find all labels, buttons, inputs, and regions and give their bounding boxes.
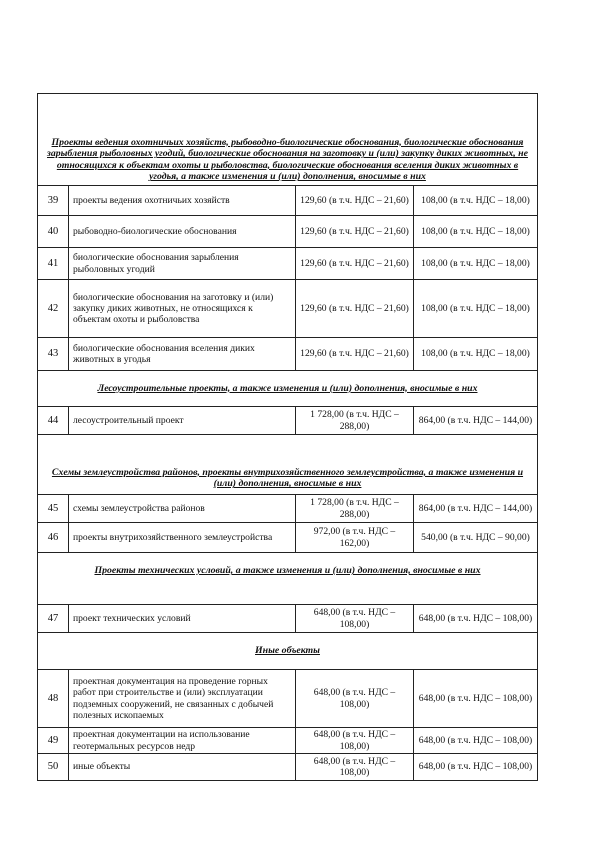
item-name: проекты ведения охотничьих хозяйств	[69, 186, 296, 216]
price-second: 108,00 (в т.ч. НДС – 18,00)	[414, 216, 538, 248]
table-row	[38, 248, 538, 280]
price-first: 129,60 (в т.ч. НДС – 21,60)	[296, 216, 414, 248]
section-heading-other: Иные объекты	[38, 633, 538, 670]
price-second: 108,00 (в т.ч. НДС – 18,00)	[414, 338, 538, 371]
item-name: биологические обоснования зарыбления рыболовных угодий	[69, 248, 296, 280]
price-first: 129,60 (в т.ч. НДС – 21,60)	[296, 280, 414, 338]
price-first: 129,60 (в т.ч. НДС – 21,60)	[296, 338, 414, 371]
row-number: 42	[38, 280, 69, 338]
item-name: проектная документации на использование геотермальных ресурсов недр	[69, 728, 296, 754]
table-row	[38, 216, 538, 248]
price-second: 108,00 (в т.ч. НДС – 18,00)	[414, 186, 538, 216]
price-second: 864,00 (в т.ч. НДС – 144,00)	[414, 495, 538, 523]
price-second: 648,00 (в т.ч. НДС – 108,00)	[414, 670, 538, 728]
price-first: 972,00 (в т.ч. НДС – 162,00)	[296, 523, 414, 553]
table-row	[38, 728, 538, 754]
row-number: 45	[38, 495, 69, 523]
item-name: проекты внутрихозяйственного землеустройства	[69, 523, 296, 553]
item-name: схемы землеустройства районов	[69, 495, 296, 523]
table-row	[38, 670, 538, 728]
price-table	[37, 93, 538, 781]
price-second: 108,00 (в т.ч. НДС – 18,00)	[414, 280, 538, 338]
row-number: 41	[38, 248, 69, 280]
section-header-row	[38, 553, 538, 605]
price-first: 648,00 (в т.ч. НДС – 108,00)	[296, 605, 414, 633]
section-heading-tech: Проекты технических условий, а также изменения и (или) дополнения, вносимые в них	[38, 553, 538, 605]
item-name: биологические обоснования вселения диких животных в угодья	[69, 338, 296, 371]
section-header-row	[38, 94, 538, 186]
price-first: 648,00 (в т.ч. НДС – 108,00)	[296, 728, 414, 754]
table-row	[38, 523, 538, 553]
section-heading-land: Схемы землеустройства районов, проекты внутрихозяйственного землеустройства, а также изменения и (или) дополнения, вносимые в них	[38, 435, 538, 495]
item-name: рыбоводно-биологические обоснования	[69, 216, 296, 248]
item-name: лесоустроительный проект	[69, 407, 296, 435]
table-row	[38, 495, 538, 523]
table-row	[38, 338, 538, 371]
price-second: 864,00 (в т.ч. НДС – 144,00)	[414, 407, 538, 435]
price-first: 648,00 (в т.ч. НДС – 108,00)	[296, 754, 414, 781]
price-second: 540,00 (в т.ч. НДС – 90,00)	[414, 523, 538, 553]
price-first: 129,60 (в т.ч. НДС – 21,60)	[296, 248, 414, 280]
row-number: 46	[38, 523, 69, 553]
price-second: 648,00 (в т.ч. НДС – 108,00)	[414, 728, 538, 754]
row-number: 43	[38, 338, 69, 371]
price-table-page	[37, 93, 537, 781]
row-number: 39	[38, 186, 69, 216]
price-second: 108,00 (в т.ч. НДС – 18,00)	[414, 248, 538, 280]
table-row	[38, 754, 538, 781]
item-name: иные объекты	[69, 754, 296, 781]
item-name: проект технических условий	[69, 605, 296, 633]
table-row	[38, 186, 538, 216]
row-number: 47	[38, 605, 69, 633]
row-number: 50	[38, 754, 69, 781]
row-number: 40	[38, 216, 69, 248]
section-header-row	[38, 435, 538, 495]
section-header-row	[38, 633, 538, 670]
price-first: 1 728,00 (в т.ч. НДС – 288,00)	[296, 407, 414, 435]
section-heading-hunting: Проекты ведения охотничьих хозяйств, рыбоводно-биологические обоснования, биологические обоснования зарыбления рыболовных угодий, биологические обоснования на заготовку и (или) закупку диких животных, не относящихся к объектам охоты и рыболовства, биологические обоснования вселения диких животных в угодья, а также изменения и (или) дополнения, вносимые в них	[38, 94, 538, 186]
row-number: 48	[38, 670, 69, 728]
table-row	[38, 605, 538, 633]
table-row	[38, 407, 538, 435]
row-number: 49	[38, 728, 69, 754]
item-name: проектная документация на проведение горных работ при строительстве и (или) эксплуатации подземных сооружений, не связанных с добычей полезных ископаемых	[69, 670, 296, 728]
item-name: биологические обоснования на заготовку и (или) закупку диких животных, не относящихся к объектам охоты и рыболовства	[69, 280, 296, 338]
price-second: 648,00 (в т.ч. НДС – 108,00)	[414, 754, 538, 781]
row-number: 44	[38, 407, 69, 435]
price-first: 1 728,00 (в т.ч. НДС – 288,00)	[296, 495, 414, 523]
price-second: 648,00 (в т.ч. НДС – 108,00)	[414, 605, 538, 633]
table-row	[38, 280, 538, 338]
price-first: 129,60 (в т.ч. НДС – 21,60)	[296, 186, 414, 216]
section-heading-forest: Лесоустроительные проекты, а также изменения и (или) дополнения, вносимые в них	[38, 371, 538, 407]
price-first: 648,00 (в т.ч. НДС – 108,00)	[296, 670, 414, 728]
section-header-row	[38, 371, 538, 407]
